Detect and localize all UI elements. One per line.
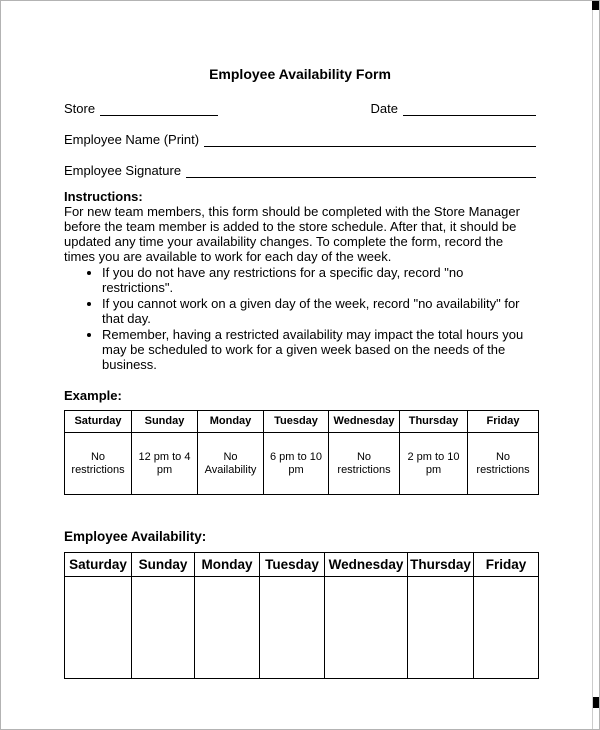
availability-empty-cell [408, 577, 474, 679]
employee-name-label: Employee Name (Print) [64, 132, 200, 147]
availability-header-cell: Friday [474, 553, 539, 577]
example-header-cell: Thursday [400, 411, 468, 433]
date-label: Date [370, 101, 398, 116]
date-input-line [403, 102, 536, 116]
instructions-section [64, 189, 536, 372]
employee-signature-field [64, 163, 536, 178]
instructions-bullet-list [88, 265, 536, 372]
example-heading: Example: [64, 388, 122, 403]
availability-header-cell: Saturday [65, 553, 132, 577]
availability-empty-cell [474, 577, 539, 679]
availability-heading: Employee Availability: [64, 529, 207, 544]
example-header-cell: Monday [198, 411, 264, 433]
example-header-cell: Tuesday [264, 411, 329, 433]
example-value-cell: 2 pm to 10 pm [400, 433, 468, 495]
instruction-bullet: • Remember, having a restricted availability may impact the total hours you may be scheduled to work for a given week based on the needs of the business. [102, 327, 536, 372]
instructions-heading: Instructions: [64, 189, 143, 204]
example-header-cell: Wednesday [329, 411, 400, 433]
employee-name-input-line [204, 133, 536, 147]
availability-header-cell: Monday [195, 553, 260, 577]
availability-header-cell: Sunday [132, 553, 195, 577]
store-input-line [100, 102, 218, 116]
store-field [64, 101, 218, 116]
availability-table-header-row [65, 553, 539, 577]
availability-empty-cell [132, 577, 195, 679]
availability-empty-cell [325, 577, 408, 679]
example-value-cell: No restrictions [329, 433, 400, 495]
availability-header-cell: Tuesday [260, 553, 325, 577]
form-title: Employee Availability Form [209, 66, 391, 82]
scroll-thumb[interactable] [593, 697, 599, 708]
example-header-cell: Sunday [132, 411, 198, 433]
instructions-paragraph: For new team members, this form should be completed with the Store Manager before the team member is added to the store schedule. After that, it should be updated any time your availability changes. To complete the form, record the times you are available to work for each day of the week. [64, 204, 520, 264]
example-header-cell: Saturday [65, 411, 132, 433]
example-value-cell: No restrictions [468, 433, 539, 495]
example-header-cell: Friday [468, 411, 539, 433]
employee-signature-label: Employee Signature [64, 163, 182, 178]
scrollbar[interactable] [592, 1, 599, 729]
availability-table-empty-row [65, 577, 539, 679]
availability-empty-cell [195, 577, 260, 679]
availability-empty-cell [260, 577, 325, 679]
example-value-cell: No Availability [198, 433, 264, 495]
example-value-cell: 6 pm to 10 pm [264, 433, 329, 495]
availability-table [64, 552, 539, 679]
scroll-up-arrow-icon[interactable] [592, 1, 599, 10]
employee-name-field [64, 132, 536, 147]
availability-header-cell: Wednesday [325, 553, 408, 577]
store-label: Store [64, 101, 96, 116]
example-table-value-row [65, 433, 539, 495]
instruction-bullet: • If you do not have any restrictions for a specific day, record "no restrictions". [102, 265, 536, 295]
example-table [64, 410, 539, 495]
date-field [371, 101, 536, 116]
availability-empty-cell [65, 577, 132, 679]
page-content [64, 1, 536, 679]
example-value-cell: 12 pm to 4 pm [132, 433, 198, 495]
instruction-bullet: • If you cannot work on a given day of the week, record "no availability" for that day. [102, 296, 536, 326]
employee-signature-input-line [186, 164, 536, 178]
example-table-header-row [65, 411, 539, 433]
store-date-row [64, 101, 536, 116]
availability-header-cell: Thursday [408, 553, 474, 577]
example-value-cell: No restrictions [65, 433, 132, 495]
